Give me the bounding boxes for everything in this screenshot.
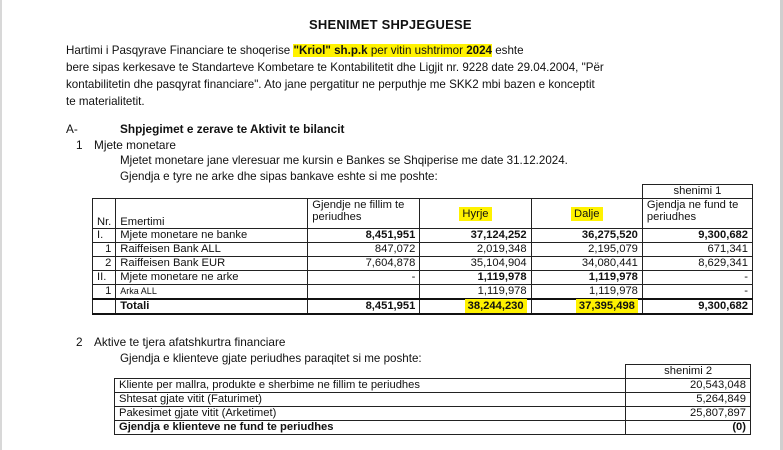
row-name: Raiffeisen Bank EUR [116, 257, 308, 271]
header-out: Dalje [571, 207, 603, 221]
intro-line-2: bere sipas kerkesave te Standarteve Kombetare te Kontabilitetit dhe Ligjit nr. 9228 date 29.04.2004, "Për [66, 61, 604, 74]
row-label: Kliente per mallra, produkte e sherbime ne fillim te periudhes [115, 379, 626, 393]
cash-note-label: shenimi 1 [642, 185, 752, 199]
sub1-line-2: Gjendja e tyre ne arke dhe sipas bankave eshte si me poshte: [120, 170, 438, 183]
row-value: 5,264,849 [626, 393, 751, 407]
table-row [115, 407, 751, 421]
header-nr: Nr. [93, 199, 116, 229]
row-in: 1,119,978 [420, 271, 531, 285]
table-row [93, 243, 753, 257]
company-name: "Kriol" sh.p.k [293, 44, 368, 57]
row-in: 2,019,348 [420, 243, 531, 257]
row-label: Pakesimet gjate vitit (Arketimet) [115, 407, 626, 421]
row-in: 37,124,252 [420, 229, 531, 243]
sub1-number: 1 [76, 138, 83, 152]
row-close: 9,300,682 [642, 229, 752, 243]
clients-table [114, 364, 751, 435]
header-in-cell [420, 199, 531, 229]
header-in: Hyrje [459, 207, 491, 221]
row-out: 2,195,079 [531, 243, 642, 257]
row-nr: 2 [93, 257, 116, 271]
row-in: 35,104,904 [420, 257, 531, 271]
row-close: - [642, 285, 752, 300]
header-out-cell [531, 199, 642, 229]
intro-l1-pre: Hartimi i Pasqyrave Financiare te shoqerise [66, 44, 294, 57]
row-nr: I. [93, 229, 116, 243]
table-row [93, 285, 753, 300]
row-close: 671,341 [642, 243, 752, 257]
row-open: 7,604,878 [308, 257, 420, 271]
row-name: Mjete monetare ne arke [116, 271, 308, 285]
row-close: 8,629,341 [642, 257, 752, 271]
fiscal-year: 2024 [466, 44, 492, 57]
table-total-row [115, 421, 751, 435]
total-label: Totali [116, 299, 308, 314]
sub1-heading: Mjete monetare [94, 138, 176, 152]
row-name: Raiffeisen Bank ALL [116, 243, 308, 257]
row-open: 8,451,951 [308, 229, 420, 243]
intro-l1-post: eshte [491, 44, 524, 57]
total-out: 37,395,498 [576, 299, 638, 313]
table-row [115, 393, 751, 407]
row-open [308, 285, 420, 300]
total-in: 38,244,230 [465, 299, 527, 313]
cash-table-header [93, 199, 753, 229]
row-value: 25,807,897 [626, 407, 751, 421]
intro-line-1 [66, 42, 524, 59]
sub2-line-1: Gjendja e klienteve gjate periudhes paraqitet si me poshte: [120, 352, 422, 365]
header-close: Gjendja ne fund te periudhes [642, 199, 752, 229]
sub2-heading: Aktive te tjera afatshkurtra financiare [94, 335, 286, 349]
total-out-cell [531, 299, 642, 314]
clients-total-label: Gjendja e klienteve ne fund te periudhes [115, 421, 626, 435]
sub1-line-1: Mjetet monetare jane vleresuar me kursin e Bankes se Shqiperise me date 31.12.2024. [120, 154, 568, 167]
section-a-letter: A- [66, 122, 78, 136]
row-out: 1,119,978 [531, 271, 642, 285]
row-nr: 1 [93, 285, 116, 300]
row-out: 36,275,520 [531, 229, 642, 243]
table-row [93, 271, 753, 285]
intro-line-3: kontabilitetin dhe pasqyrat financiare". Ato jane pergatitur ne perputhje me SKK2 mbi bazen e konceptit [66, 78, 595, 91]
intro-highlight [293, 44, 492, 57]
clients-total-value: (0) [626, 421, 751, 435]
table-row [93, 257, 753, 271]
table-row [93, 229, 753, 243]
section-a-heading: Shpjegimet e zerave te Aktivit te bilancit [120, 122, 345, 136]
row-name: Mjete monetare ne banke [116, 229, 308, 243]
clients-note-label: shenimi 2 [626, 365, 751, 379]
page-left-edge [0, 0, 2, 450]
cash-table [92, 184, 753, 315]
total-in-cell [420, 299, 531, 314]
header-name: Emertimi [116, 199, 308, 229]
row-in: 1,119,978 [420, 285, 531, 300]
row-close: - [642, 271, 752, 285]
row-name: Arka ALL [116, 285, 308, 300]
table-total-row [93, 299, 753, 314]
intro-line-4: te materialitetit. [66, 95, 145, 108]
header-open: Gjendje ne fillim te periudhes [308, 199, 420, 229]
table-row [115, 379, 751, 393]
row-out: 34,080,441 [531, 257, 642, 271]
row-open: 847,072 [308, 243, 420, 257]
row-nr: II. [93, 271, 116, 285]
intro-l1-mid: per vitin ushtrimor [367, 44, 467, 57]
row-label: Shtesat gjate vitit (Faturimet) [115, 393, 626, 407]
page-title: SHENIMET SHPJEGUESE [309, 17, 472, 32]
total-open: 8,451,951 [308, 299, 420, 314]
total-close: 9,300,682 [642, 299, 752, 314]
row-nr: 1 [93, 243, 116, 257]
row-value: 20,543,048 [626, 379, 751, 393]
row-open: - [308, 271, 420, 285]
sub2-number: 2 [76, 335, 83, 349]
row-out: 1,119,978 [531, 285, 642, 300]
